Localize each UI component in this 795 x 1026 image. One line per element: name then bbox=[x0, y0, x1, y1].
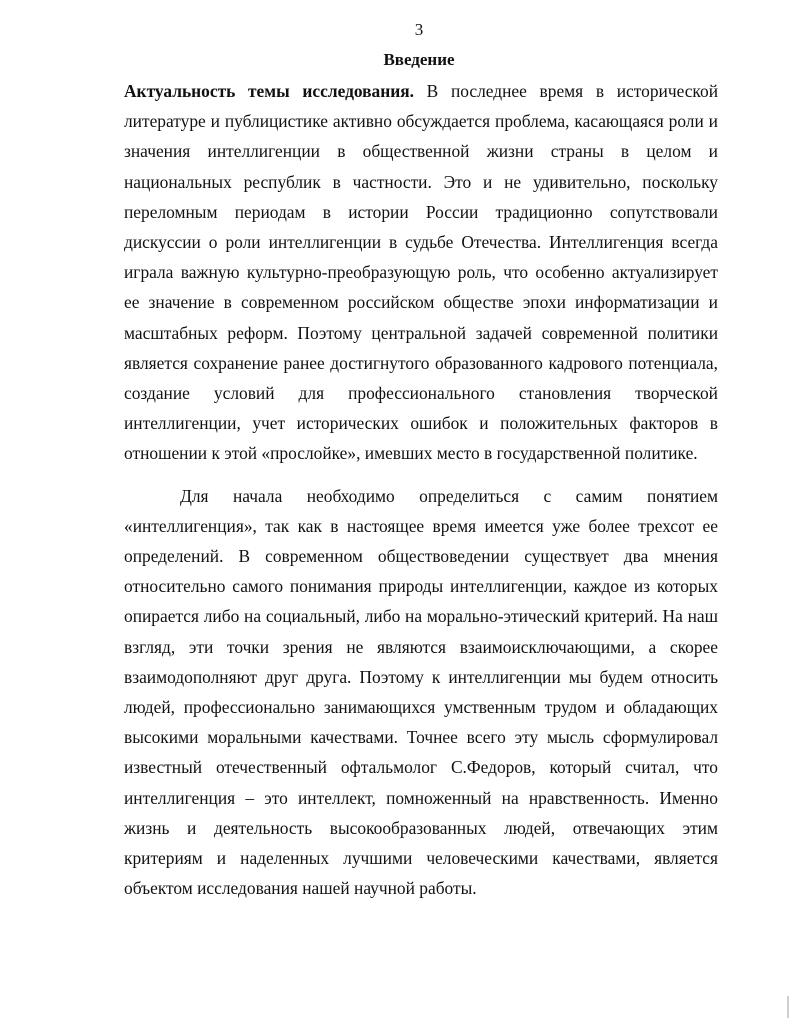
paragraph-relevance bbox=[124, 76, 718, 469]
page-heading: Введение bbox=[383, 50, 455, 69]
document-body bbox=[124, 76, 718, 903]
paragraph-text: В последнее время в исторической литературе и публицистике активно обсуждается проблема, касающаяся роли и значения интеллигенции в общественной жизни страны в целом и национальных республик в частности. Это и не удивительно, поскольку переломным периодам в истории России традиционно сопутствовали дискуссии о роли интеллигенции в судьбе Отечества. Интеллигенция всегда играла важную культурно-преобразующую роль, что особенно актуализирует ее значение в современном российском обществе эпохи информатизации и масштабных реформ. Поэтому центральной задачей современной политики является сохранение ранее достигнутого образованного кадрового потенциала, создание условий для профессионального становления творческой интеллигенции, учет исторических ошибок и положительных факторов в отношении к этой «прослойке», имевших место в государственной политике. bbox=[124, 81, 719, 464]
paragraph-definition: Для начала необходимо определиться с самим понятием «интеллигенция», так как в настоящее время имеется уже более трехсот ее определений. В современном обществоведении существует два мнения относительно самого понимания природы интеллигенции, каждое из которых опирается либо на социальный, либо на морально-этический критерий. На наш взгляд, эти точки зрения не являются взаимоисключающими, а скорее взаимодополняют друг друга. Поэтому к интеллигенции мы будем относить людей, профессионально занимающихся умственным трудом и обладающих высокими моральными качествами. Точнее всего эту мысль сформулировал известный отечественный офтальмолог С.Федоров, который считал, что интеллигенция – это интеллект, помноженный на нравственность. Именно жизнь и деятельность высокообразованных людей, отвечающих этим критериям и наделенных лучшими человеческими качествами, является объектом исследования нашей научной работы. bbox=[124, 485, 718, 899]
scan-margin-mark bbox=[787, 996, 789, 1018]
page-number: 3 bbox=[414, 20, 424, 39]
paragraph-lead: Актуальность темы исследования. bbox=[124, 81, 415, 101]
